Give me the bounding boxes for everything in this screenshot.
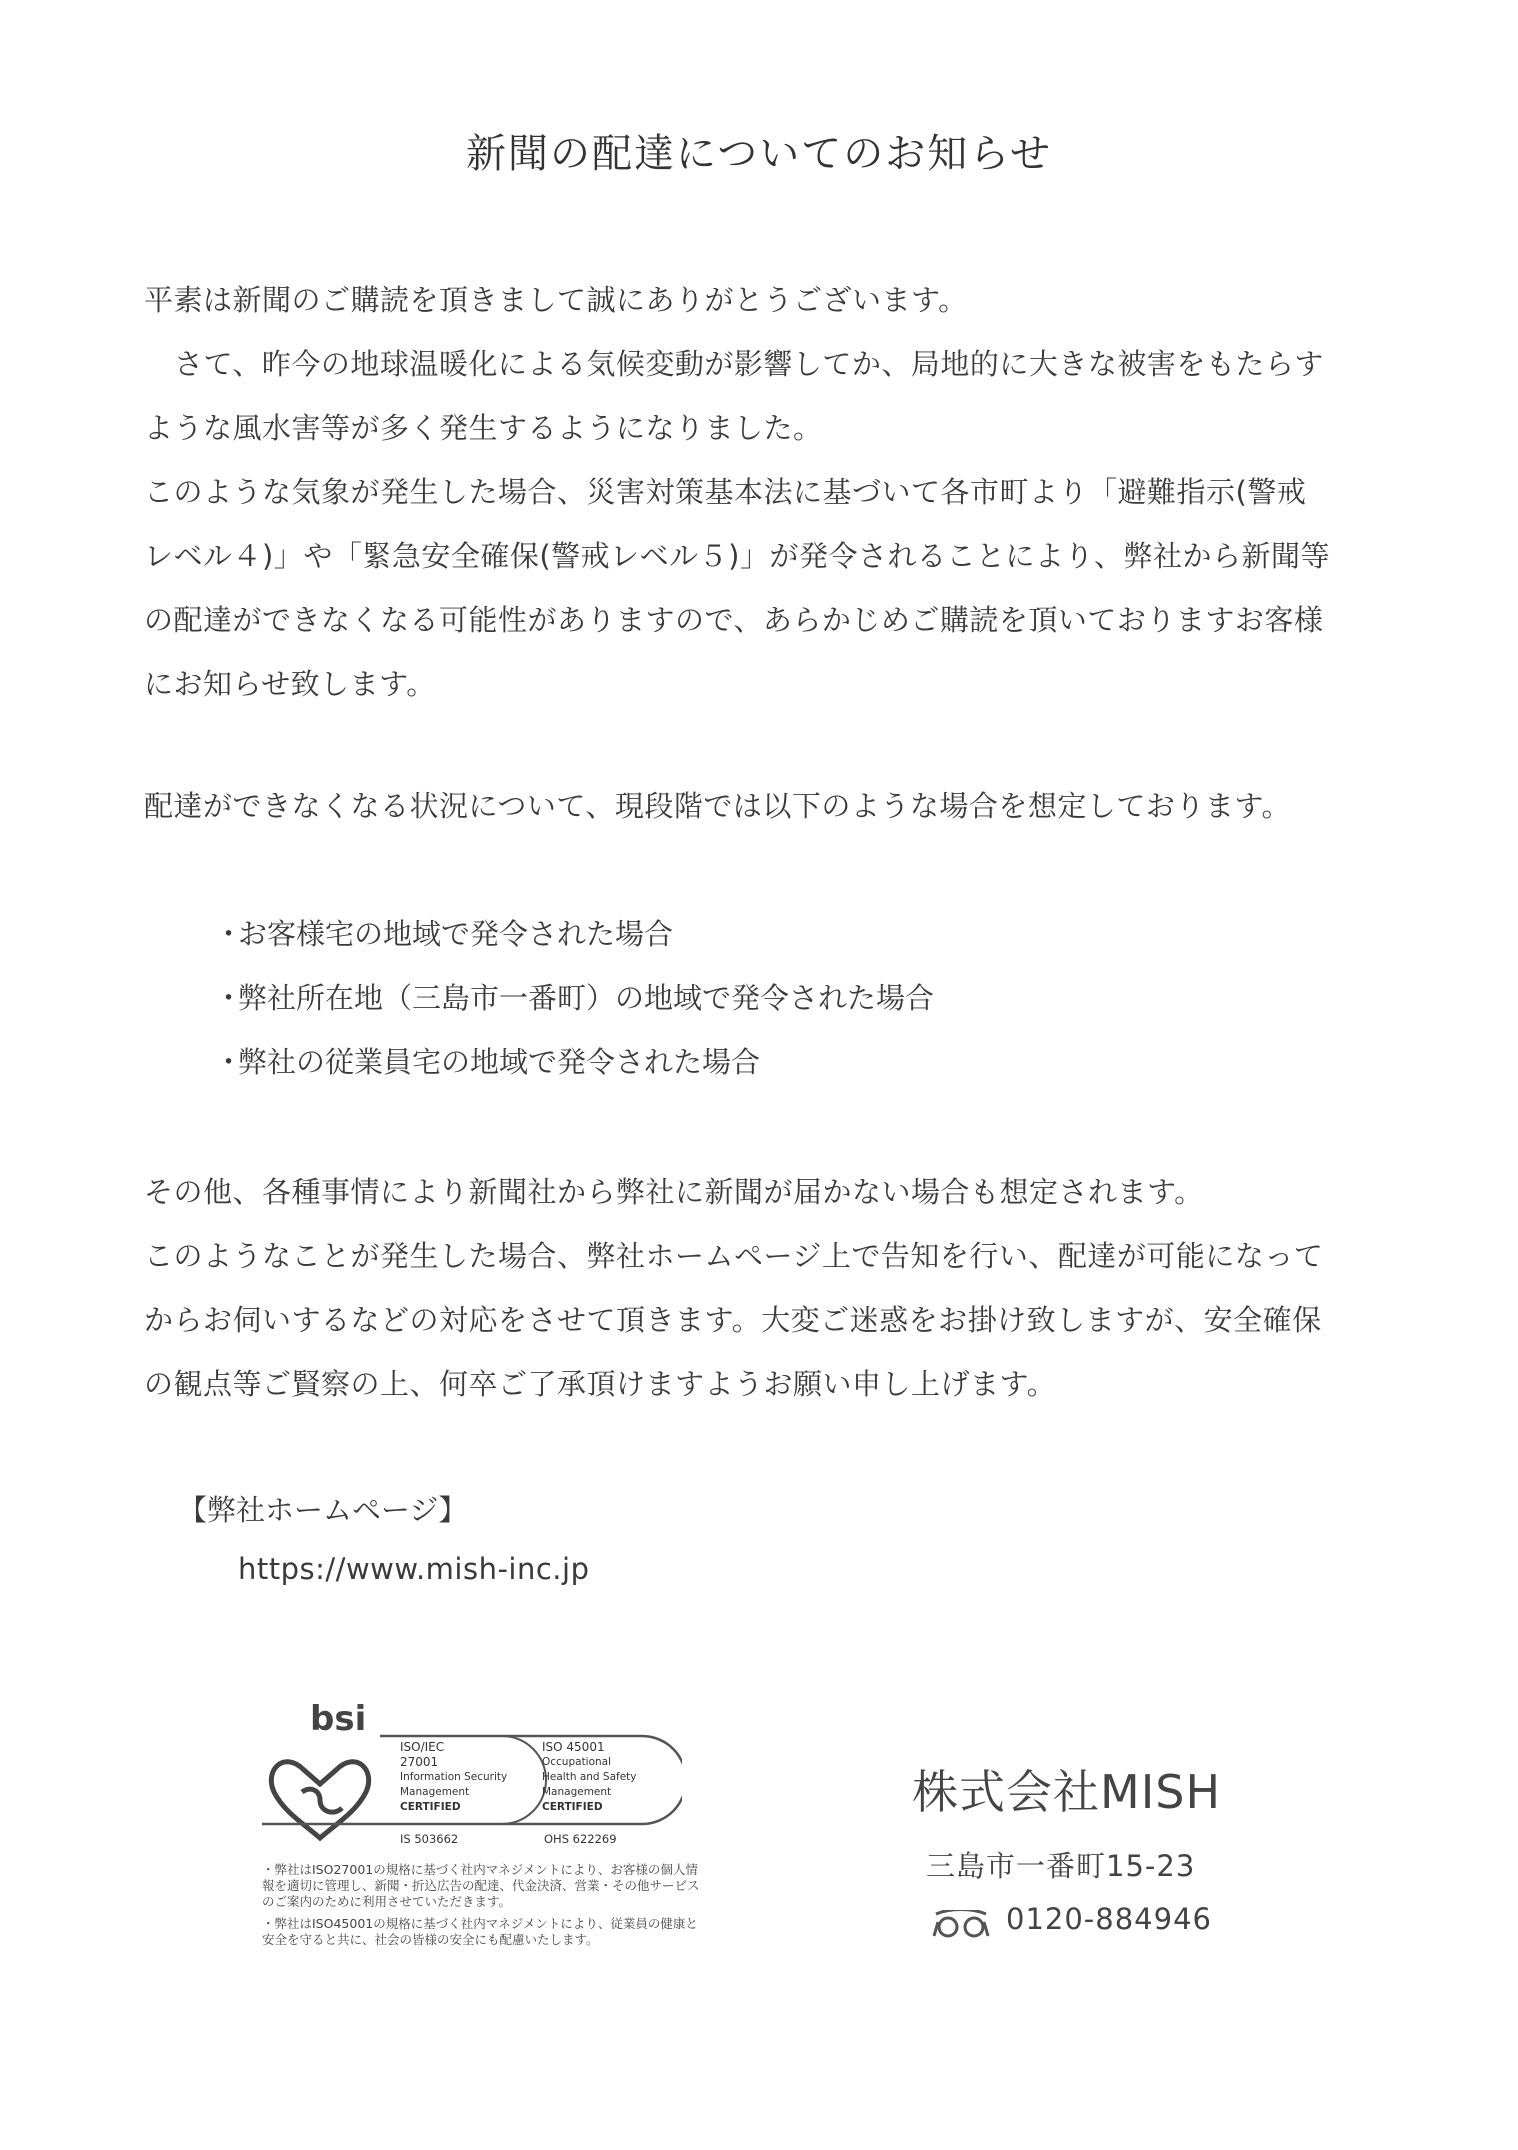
iso27001-line: Information Security: [400, 1771, 508, 1783]
iso45001-line: Management: [542, 1786, 612, 1798]
certification-note: ・弊社はISO45001の規格に基づく社内マネジメントにより、従業員の健康と安全を守ると共に、社会の皆様の安全にも配慮いたします。: [262, 1916, 698, 1947]
closing-line: このようなことが発生した場合、弊社ホームページ上で告知を行い、配達が可能になって: [144, 1239, 1324, 1273]
certification-mark: [262, 1700, 682, 1850]
bsi-logo-text: bsi: [310, 1699, 367, 1739]
intro-line: このような気象が発生した場合、災害対策基本法に基づいて各市町より「避難指示(警戒: [144, 475, 1307, 509]
closing-line: からお伺いするなどの対応をさせて頂きます。大変ご迷惑をお掛け致しますが、安全確保: [144, 1303, 1322, 1337]
intro-paragraph: [144, 268, 1394, 716]
company-address: 三島市一番町15-23: [926, 1849, 1196, 1883]
closing-paragraph: [144, 1160, 1394, 1416]
iso45001-line: Health and Safety: [542, 1771, 637, 1783]
intro-line: さて、昨今の地球温暖化による気候変動が影響してか、局地的に大きな被害をもたらす: [174, 347, 1324, 381]
list-item-text: 弊社の従業員宅の地域で発令された場合: [238, 1045, 761, 1079]
iso45001-label: [542, 1740, 637, 1815]
page-title: 新聞の配達についてのお知らせ: [466, 131, 1052, 177]
iso45001-status: CERTIFIED: [542, 1801, 603, 1813]
intro-line: 平素は新聞のご購読を頂きまして誠にありがとうございます。: [144, 283, 968, 317]
closing-line: の観点等ご賢察の上、何卒ご了承頂けますようお願い申し上げます。: [144, 1367, 1057, 1401]
bullet-mark: ・: [214, 981, 244, 1015]
situation-lead: [144, 774, 1394, 838]
situation-list: [214, 902, 1214, 1094]
list-item: [214, 902, 1214, 966]
iso45001-line: Occupational: [542, 1756, 612, 1768]
bullet-mark: ・: [214, 1045, 244, 1079]
list-item-text: 弊社所在地（三島市一番町）の地域で発令された場合: [238, 981, 935, 1015]
iso27001-label: [400, 1740, 507, 1815]
intro-line: の配達ができなくなる可能性がありますので、あらかじめご購読を頂いておりますお客様: [144, 603, 1324, 637]
intro-line: にお知らせ致します。: [144, 667, 436, 701]
certification-notes: [262, 1862, 702, 1954]
intro-line: レベル４)」や「緊急安全確保(警戒レベル５)」が発令されることにより、弊社から新聞等: [144, 539, 1330, 573]
iso27001-line: ISO/IEC: [400, 1740, 445, 1754]
list-item: [214, 966, 1214, 1030]
company-phone[interactable]: 0120-884946: [1006, 1902, 1212, 1936]
iso27001-status: CERTIFIED: [400, 1801, 461, 1813]
bullet-mark: ・: [214, 917, 244, 951]
intro-line: ような風水害等が多く発生するようになりました。: [144, 411, 823, 445]
situation-lead-line: 配達ができなくなる状況について、現段階では以下のような場合を想定しております。: [144, 789, 1292, 823]
iso45001-line: ISO 45001: [542, 1740, 605, 1754]
list-item-text: お客様宅の地域で発令された場合: [238, 917, 674, 951]
company-name: 株式会社MISH: [912, 1765, 1222, 1819]
freedial-icon: [930, 1910, 992, 1938]
homepage-label: 【弊社ホームページ】: [178, 1493, 468, 1527]
list-item: [214, 1030, 1214, 1094]
closing-line: その他、各種事情により新聞社から弊社に新聞が届かない場合も想定されます。: [144, 1175, 1204, 1209]
iso27001-line: 27001: [400, 1755, 439, 1769]
iso27001-line: Management: [400, 1786, 470, 1798]
iso45001-number: OHS 622269: [544, 1832, 617, 1846]
certification-note: ・弊社はISO27001の規格に基づく社内マネジメントにより、お客様の個人情報を適切に管理し、新聞・折込広告の配達、代金決済、営業・その他サービスのご案内のために利用させていただきます。: [262, 1862, 700, 1909]
homepage-link[interactable]: https://www.mish-inc.jp: [238, 1552, 590, 1586]
iso27001-number: IS 503662: [400, 1832, 459, 1846]
